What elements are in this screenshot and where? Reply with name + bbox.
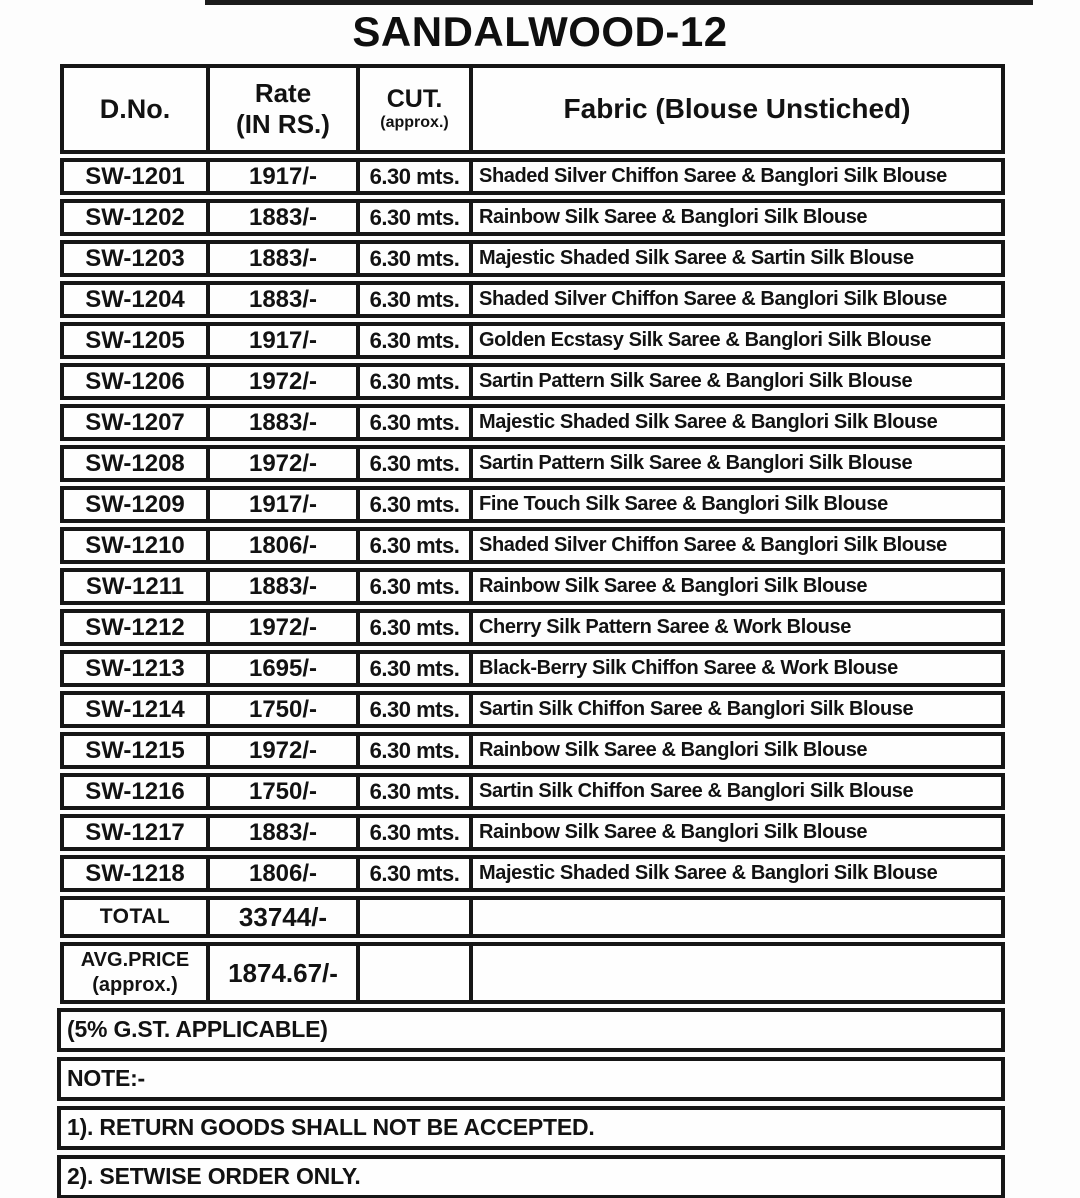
table-row <box>60 281 1005 318</box>
cut-cell: 6.30 mts. <box>360 736 473 765</box>
table-row <box>60 199 1005 236</box>
table-row <box>60 732 1005 769</box>
cut-cell: 6.30 mts. <box>360 244 473 273</box>
total-label: TOTAL <box>64 900 210 934</box>
avg-fabric-cell-empty <box>473 946 1001 1000</box>
fabric-cell: Sartin Silk Chiffon Saree & Banglori Silk Blouse <box>479 780 914 802</box>
header-fabric: Fabric (Blouse Unstiched) <box>563 93 911 124</box>
fabric-cell: Rainbow Silk Saree & Banglori Silk Blouse <box>479 821 868 843</box>
rate-cell: 1883/- <box>210 203 360 232</box>
cut-cell: 6.30 mts. <box>360 285 473 314</box>
header-dno: D.No. <box>64 68 210 150</box>
dno-cell: SW-1217 <box>64 818 210 847</box>
total-cut-cell-empty <box>360 900 473 934</box>
rate-cell: 1883/- <box>210 285 360 314</box>
dno-cell: SW-1203 <box>64 244 210 273</box>
rate-cell: 1883/- <box>210 408 360 437</box>
rate-cell: 1750/- <box>210 695 360 724</box>
table-row <box>60 650 1005 687</box>
rate-cell: 1883/- <box>210 244 360 273</box>
fabric-cell: Sartin Pattern Silk Saree & Banglori Silk Blouse <box>479 370 913 392</box>
cut-cell: 6.30 mts. <box>360 777 473 806</box>
table-row <box>60 609 1005 646</box>
cut-cell: 6.30 mts. <box>360 572 473 601</box>
table-header-row <box>60 64 1005 154</box>
table-row <box>60 486 1005 523</box>
dno-cell: SW-1207 <box>64 408 210 437</box>
fabric-cell: Sartin Silk Chiffon Saree & Banglori Silk Blouse <box>479 698 914 720</box>
note-setwise-order: 2). SETWISE ORDER ONLY. <box>57 1155 1005 1198</box>
dno-cell: SW-1210 <box>64 531 210 560</box>
dno-cell: SW-1212 <box>64 613 210 642</box>
table-row <box>60 568 1005 605</box>
cut-cell: 6.30 mts. <box>360 490 473 519</box>
total-value: 33744/- <box>210 900 360 934</box>
avg-cut-cell-empty <box>360 946 473 1000</box>
rate-cell: 1972/- <box>210 367 360 396</box>
rate-cell: 1917/- <box>210 490 360 519</box>
dno-cell: SW-1211 <box>64 572 210 601</box>
avg-price-label-line2: (approx.) <box>92 974 178 996</box>
table-row <box>60 404 1005 441</box>
avg-price-row <box>60 942 1005 1004</box>
header-cut-line2: (approx.) <box>380 114 449 132</box>
dno-cell: SW-1204 <box>64 285 210 314</box>
rate-cell: 1883/- <box>210 572 360 601</box>
cut-cell: 6.30 mts. <box>360 859 473 888</box>
total-row <box>60 896 1005 938</box>
rate-cell: 1883/- <box>210 818 360 847</box>
cut-cell: 6.30 mts. <box>360 162 473 191</box>
fabric-cell: Black-Berry Silk Chiffon Saree & Work Blouse <box>479 657 898 679</box>
fabric-cell: Fine Touch Silk Saree & Banglori Silk Blouse <box>479 493 888 515</box>
rate-cell: 1917/- <box>210 326 360 355</box>
table-row <box>60 240 1005 277</box>
cut-cell: 6.30 mts. <box>360 695 473 724</box>
table-row <box>60 773 1005 810</box>
cut-cell: 6.30 mts. <box>360 613 473 642</box>
cut-cell: 6.30 mts. <box>360 408 473 437</box>
dno-cell: SW-1202 <box>64 203 210 232</box>
dno-cell: SW-1201 <box>64 162 210 191</box>
note-return-goods: 1). RETURN GOODS SHALL NOT BE ACCEPTED. <box>57 1106 1005 1150</box>
fabric-cell: Rainbow Silk Saree & Banglori Silk Blouse <box>479 575 868 597</box>
cut-cell: 6.30 mts. <box>360 654 473 683</box>
dno-cell: SW-1209 <box>64 490 210 519</box>
table-row <box>60 814 1005 851</box>
dno-cell: SW-1205 <box>64 326 210 355</box>
dno-cell: SW-1218 <box>64 859 210 888</box>
fabric-cell: Rainbow Silk Saree & Banglori Silk Blouse <box>479 739 868 761</box>
avg-price-value: 1874.67/- <box>210 946 360 1000</box>
rate-cell: 1972/- <box>210 736 360 765</box>
fabric-cell: Cherry Silk Pattern Saree & Work Blouse <box>479 616 851 638</box>
dno-cell: SW-1213 <box>64 654 210 683</box>
avg-price-label-line1: AVG.PRICE <box>80 949 190 971</box>
cropped-top-border-artifact <box>205 0 1033 5</box>
header-cut <box>360 68 473 150</box>
fabric-cell: Majestic Shaded Silk Saree & Banglori Silk Blouse <box>479 862 938 884</box>
table-row <box>60 445 1005 482</box>
fabric-cell: Majestic Shaded Silk Saree & Banglori Silk Blouse <box>479 411 938 433</box>
note-heading: NOTE:- <box>57 1057 1005 1101</box>
cut-cell: 6.30 mts. <box>360 818 473 847</box>
dno-cell: SW-1206 <box>64 367 210 396</box>
fabric-cell: Majestic Shaded Silk Saree & Sartin Silk Blouse <box>479 247 914 269</box>
table-row <box>60 363 1005 400</box>
header-rate-line1: Rate <box>254 77 312 108</box>
table-row <box>60 691 1005 728</box>
dno-cell: SW-1215 <box>64 736 210 765</box>
cut-cell: 6.30 mts. <box>360 203 473 232</box>
rate-cell: 1972/- <box>210 449 360 478</box>
page-title: SANDALWOOD-12 <box>352 8 728 55</box>
fabric-cell: Golden Ecstasy Silk Saree & Banglori Silk Blouse <box>479 329 932 351</box>
gst-notice: (5% G.ST. APPLICABLE) <box>57 1008 1005 1052</box>
dno-cell: SW-1216 <box>64 777 210 806</box>
dno-cell: SW-1214 <box>64 695 210 724</box>
fabric-cell: Sartin Pattern Silk Saree & Banglori Silk Blouse <box>479 452 913 474</box>
header-rate-line2: (IN RS.) <box>236 109 330 139</box>
fabric-cell: Shaded Silver Chiffon Saree & Banglori Silk Blouse <box>479 534 947 556</box>
table-row <box>60 158 1005 195</box>
price-table <box>60 64 1005 1004</box>
total-fabric-cell-empty <box>473 900 1001 934</box>
fabric-cell: Rainbow Silk Saree & Banglori Silk Blouse <box>479 206 868 228</box>
rate-cell: 1750/- <box>210 777 360 806</box>
header-rate <box>210 68 360 150</box>
avg-price-label <box>64 946 210 1000</box>
cut-cell: 6.30 mts. <box>360 326 473 355</box>
rate-cell: 1917/- <box>210 162 360 191</box>
table-row <box>60 527 1005 564</box>
header-cut-line1: CUT. <box>386 84 443 113</box>
cut-cell: 6.30 mts. <box>360 449 473 478</box>
fabric-cell: Shaded Silver Chiffon Saree & Banglori Silk Blouse <box>479 165 947 187</box>
table-row <box>60 322 1005 359</box>
fabric-cell: Shaded Silver Chiffon Saree & Banglori Silk Blouse <box>479 288 947 310</box>
rate-cell: 1972/- <box>210 613 360 642</box>
cut-cell: 6.30 mts. <box>360 531 473 560</box>
dno-cell: SW-1208 <box>64 449 210 478</box>
cut-cell: 6.30 mts. <box>360 367 473 396</box>
rate-cell: 1806/- <box>210 531 360 560</box>
table-row <box>60 855 1005 892</box>
rate-cell: 1806/- <box>210 859 360 888</box>
rate-cell: 1695/- <box>210 654 360 683</box>
